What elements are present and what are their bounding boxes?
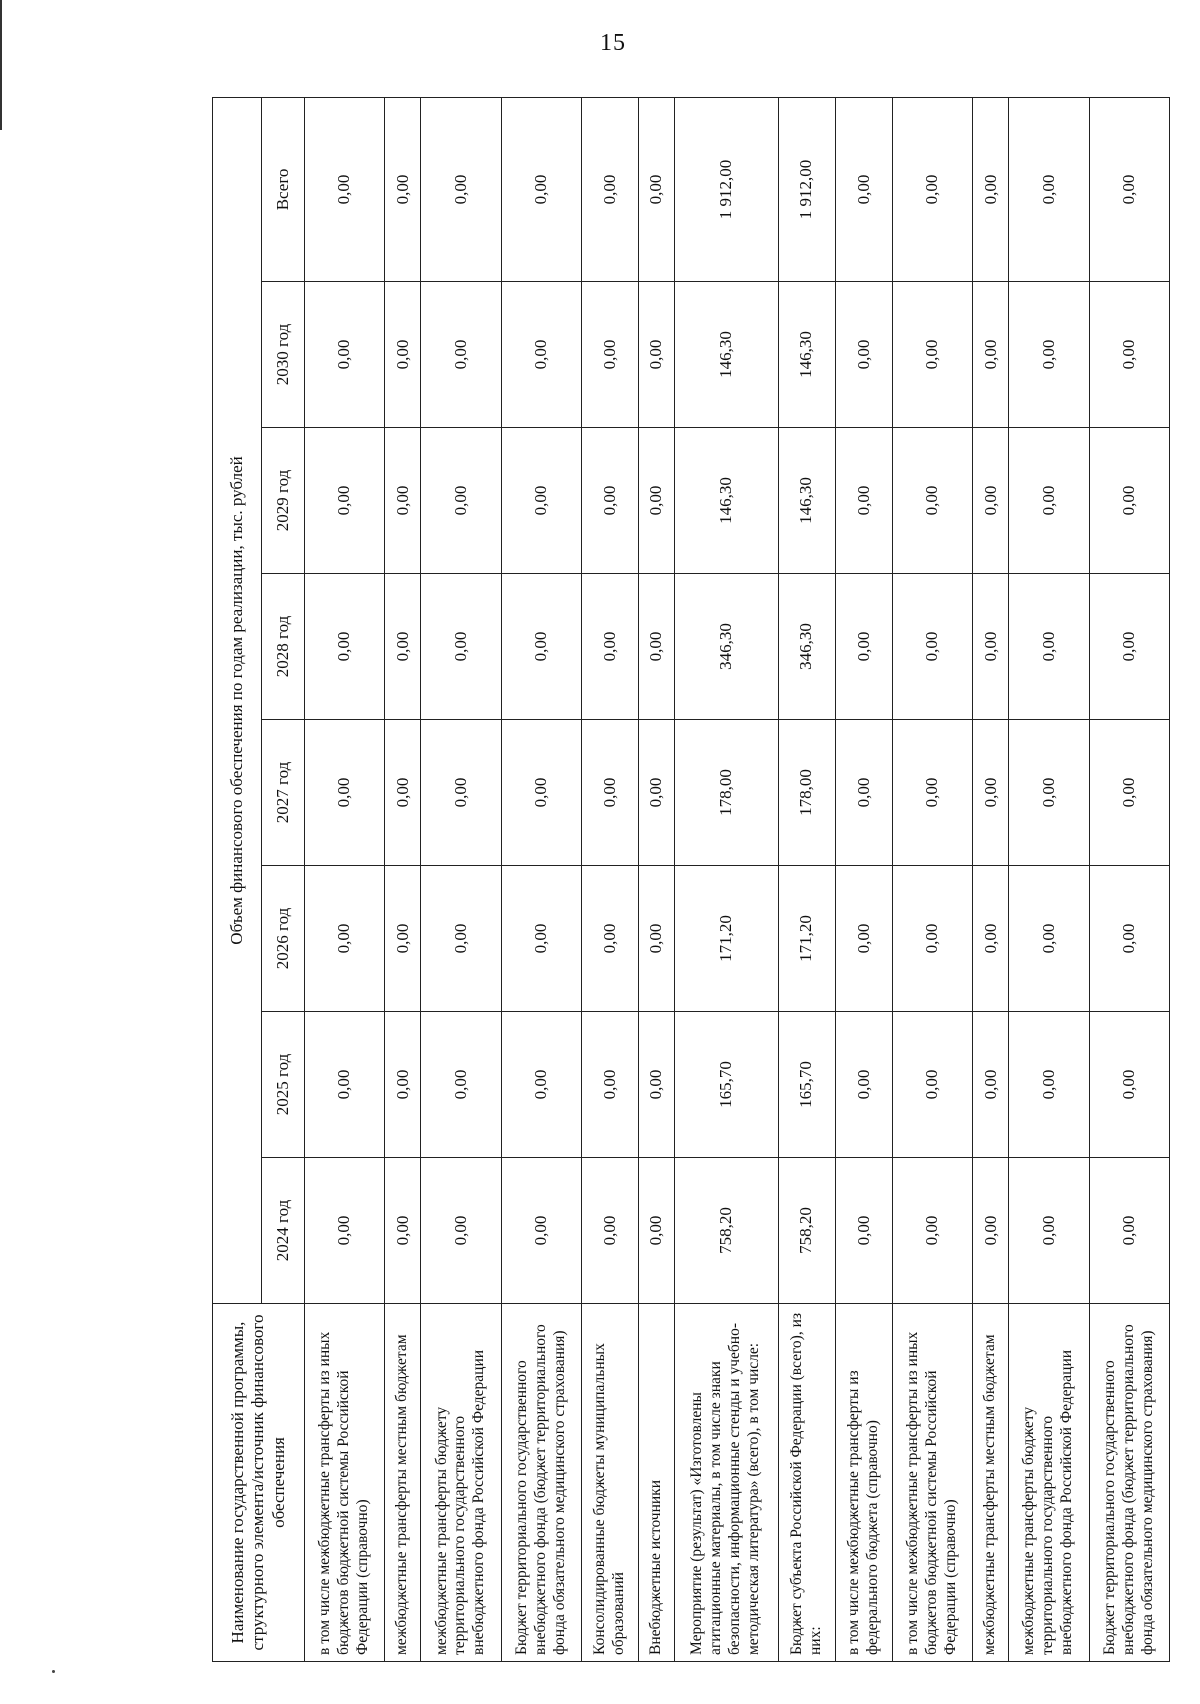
value-cell: 0,00 — [892, 866, 972, 1012]
value-cell: 0,00 — [421, 428, 501, 574]
value-cell: 0,00 — [1009, 866, 1089, 1012]
row-label: Консолидированные бюджеты муниципальных образований — [581, 1304, 638, 1662]
value-cell: 0,00 — [1089, 428, 1169, 574]
table-row — [501, 97, 581, 1661]
value-cell: 165,70 — [675, 1012, 778, 1158]
value-cell: 0,00 — [305, 866, 385, 1012]
value-cell: 0,00 — [1009, 428, 1089, 574]
value-cell: 0,00 — [1009, 720, 1089, 866]
value-cell: 0,00 — [1089, 97, 1169, 281]
value-cell: 0,00 — [385, 1012, 421, 1158]
value-cell: 0,00 — [1009, 1012, 1089, 1158]
value-cell: 0,00 — [892, 97, 972, 281]
value-cell: 0,00 — [639, 97, 675, 281]
value-cell: 0,00 — [385, 428, 421, 574]
value-cell: 0,00 — [421, 866, 501, 1012]
financing-group-header: Объем финансового обеспечения по годам реализации, тыс. рублей — [213, 97, 262, 1303]
value-cell: 0,00 — [639, 282, 675, 428]
value-cell: 0,00 — [305, 720, 385, 866]
value-cell: 1 912,00 — [778, 97, 835, 281]
table-row — [305, 97, 385, 1661]
value-cell: 0,00 — [835, 866, 892, 1012]
value-cell: 0,00 — [305, 282, 385, 428]
value-cell: 758,20 — [675, 1158, 778, 1304]
value-cell: 0,00 — [421, 720, 501, 866]
row-label: Внебюджетные источники — [639, 1304, 675, 1662]
year-column-header: 2029 год — [262, 428, 305, 574]
value-cell: 0,00 — [973, 1158, 1009, 1304]
scan-edge-mark — [0, 0, 2, 130]
table-row — [892, 97, 972, 1661]
value-cell: 0,00 — [835, 282, 892, 428]
table-row — [385, 97, 421, 1661]
row-label: в том числе межбюджетные трансферты из иных бюджетов бюджетной системы Российской Федерации (справочно) — [305, 1304, 385, 1662]
rotated-table-container — [212, 98, 1170, 1662]
value-cell: 0,00 — [501, 282, 581, 428]
value-cell: 0,00 — [501, 1012, 581, 1158]
value-cell: 0,00 — [581, 574, 638, 720]
year-column-header: 2027 год — [262, 720, 305, 866]
value-cell: 0,00 — [1089, 1158, 1169, 1304]
value-cell: 0,00 — [421, 97, 501, 281]
value-cell: 0,00 — [501, 1158, 581, 1304]
value-cell: 0,00 — [973, 720, 1009, 866]
table-row — [639, 97, 675, 1661]
value-cell: 0,00 — [305, 428, 385, 574]
value-cell: 0,00 — [892, 574, 972, 720]
value-cell: 0,00 — [305, 1012, 385, 1158]
year-column-header: 2028 год — [262, 574, 305, 720]
table-row — [1009, 97, 1089, 1661]
value-cell: 146,30 — [675, 282, 778, 428]
value-cell: 0,00 — [1089, 1012, 1169, 1158]
value-cell: 0,00 — [1089, 574, 1169, 720]
value-cell: 146,30 — [778, 282, 835, 428]
value-cell: 0,00 — [1089, 866, 1169, 1012]
value-cell: 178,00 — [778, 720, 835, 866]
value-cell: 0,00 — [1009, 574, 1089, 720]
value-cell: 0,00 — [892, 428, 972, 574]
value-cell: 346,30 — [675, 574, 778, 720]
row-label: межбюджетные трансферты бюджету территориального государственного внебюджетного фонда Российской Федерации — [421, 1304, 501, 1662]
value-cell: 0,00 — [639, 720, 675, 866]
value-cell: 0,00 — [835, 97, 892, 281]
value-cell: 0,00 — [892, 720, 972, 866]
value-cell: 0,00 — [385, 720, 421, 866]
row-label: межбюджетные трансферты местным бюджетам — [973, 1304, 1009, 1662]
value-cell: 0,00 — [501, 720, 581, 866]
value-cell: 0,00 — [835, 428, 892, 574]
value-cell: 171,20 — [778, 866, 835, 1012]
table-row — [1089, 97, 1169, 1661]
year-column-header: 2025 год — [262, 1012, 305, 1158]
value-cell: 0,00 — [835, 1158, 892, 1304]
value-cell: 0,00 — [421, 1012, 501, 1158]
value-cell: 0,00 — [581, 1158, 638, 1304]
value-cell: 0,00 — [1009, 282, 1089, 428]
value-cell: 178,00 — [675, 720, 778, 866]
value-cell: 0,00 — [973, 97, 1009, 281]
value-cell: 0,00 — [305, 574, 385, 720]
row-label: межбюджетные трансферты бюджету территориального государственного внебюджетного фонда Российской Федерации — [1009, 1304, 1089, 1662]
value-cell: 0,00 — [1089, 282, 1169, 428]
value-cell: 0,00 — [501, 866, 581, 1012]
value-cell: 0,00 — [1009, 1158, 1089, 1304]
table-row — [581, 97, 638, 1661]
name-column-header: Наименование государственной программы, структурного элемента/источник финансового обеспечения — [213, 1304, 305, 1662]
value-cell: 0,00 — [385, 282, 421, 428]
value-cell: 0,00 — [1089, 720, 1169, 866]
row-label: в том числе межбюджетные трансферты из иных бюджетов бюджетной системы Российской Федерации (справочно) — [892, 1304, 972, 1662]
table-body — [305, 97, 1170, 1661]
value-cell: 0,00 — [1009, 97, 1089, 281]
value-cell: 1 912,00 — [675, 97, 778, 281]
value-cell: 0,00 — [973, 866, 1009, 1012]
value-cell: 0,00 — [973, 574, 1009, 720]
value-cell: 0,00 — [581, 97, 638, 281]
value-cell: 0,00 — [639, 1158, 675, 1304]
table-row — [835, 97, 892, 1661]
table-row — [421, 97, 501, 1661]
row-label: межбюджетные трансферты местным бюджетам — [385, 1304, 421, 1662]
table-row — [778, 97, 835, 1661]
value-cell: 0,00 — [835, 574, 892, 720]
value-cell: 0,00 — [501, 97, 581, 281]
value-cell: 0,00 — [892, 1012, 972, 1158]
year-column-header: 2024 год — [262, 1158, 305, 1304]
value-cell: 0,00 — [892, 1158, 972, 1304]
table-row — [973, 97, 1009, 1661]
value-cell: 0,00 — [385, 97, 421, 281]
value-cell: 0,00 — [501, 428, 581, 574]
year-column-header: Всего — [262, 97, 305, 281]
value-cell: 0,00 — [973, 282, 1009, 428]
value-cell: 0,00 — [501, 574, 581, 720]
value-cell: 0,00 — [892, 282, 972, 428]
value-cell: 0,00 — [305, 97, 385, 281]
financing-table — [212, 97, 1170, 1662]
row-label: Бюджет субъекта Российской Федерации (всего), из них: — [778, 1304, 835, 1662]
value-cell: 0,00 — [639, 428, 675, 574]
value-cell: 0,00 — [581, 282, 638, 428]
page-number: 15 — [600, 30, 626, 56]
row-label: Бюджет территориального государственного внебюджетного фонда (бюджет территориального фонда обязательного медицинского страхования) — [1089, 1304, 1169, 1662]
value-cell: 758,20 — [778, 1158, 835, 1304]
value-cell: 0,00 — [973, 1012, 1009, 1158]
value-cell: 0,00 — [581, 428, 638, 574]
row-label: Бюджет территориального государственного внебюджетного фонда (бюджет территориального фонда обязательного медицинского страхования) — [501, 1304, 581, 1662]
value-cell: 0,00 — [421, 282, 501, 428]
value-cell: 0,00 — [385, 1158, 421, 1304]
scan-speck — [52, 1670, 55, 1673]
value-cell: 0,00 — [385, 866, 421, 1012]
value-cell: 165,70 — [778, 1012, 835, 1158]
value-cell: 146,30 — [778, 428, 835, 574]
value-cell: 0,00 — [421, 1158, 501, 1304]
value-cell: 0,00 — [385, 574, 421, 720]
value-cell: 0,00 — [581, 866, 638, 1012]
value-cell: 171,20 — [675, 866, 778, 1012]
value-cell: 346,30 — [778, 574, 835, 720]
value-cell: 0,00 — [835, 1012, 892, 1158]
row-label: в том числе межбюджетные трансферты из федерального бюджета (справочно) — [835, 1304, 892, 1662]
value-cell: 0,00 — [421, 574, 501, 720]
value-cell: 0,00 — [835, 720, 892, 866]
value-cell: 0,00 — [305, 1158, 385, 1304]
value-cell: 0,00 — [581, 1012, 638, 1158]
row-label: Мероприятие (результат) «Изготовлены агитационные материалы, в том числе знаки безопасности, информационные стенды и учебно-методическая литература» (всего), в том числе: — [675, 1304, 778, 1662]
year-column-header: 2030 год — [262, 282, 305, 428]
value-cell: 0,00 — [639, 574, 675, 720]
year-column-header: 2026 год — [262, 866, 305, 1012]
value-cell: 0,00 — [973, 428, 1009, 574]
value-cell: 0,00 — [639, 1012, 675, 1158]
value-cell: 0,00 — [581, 720, 638, 866]
value-cell: 0,00 — [639, 866, 675, 1012]
value-cell: 146,30 — [675, 428, 778, 574]
table-row — [675, 97, 778, 1661]
